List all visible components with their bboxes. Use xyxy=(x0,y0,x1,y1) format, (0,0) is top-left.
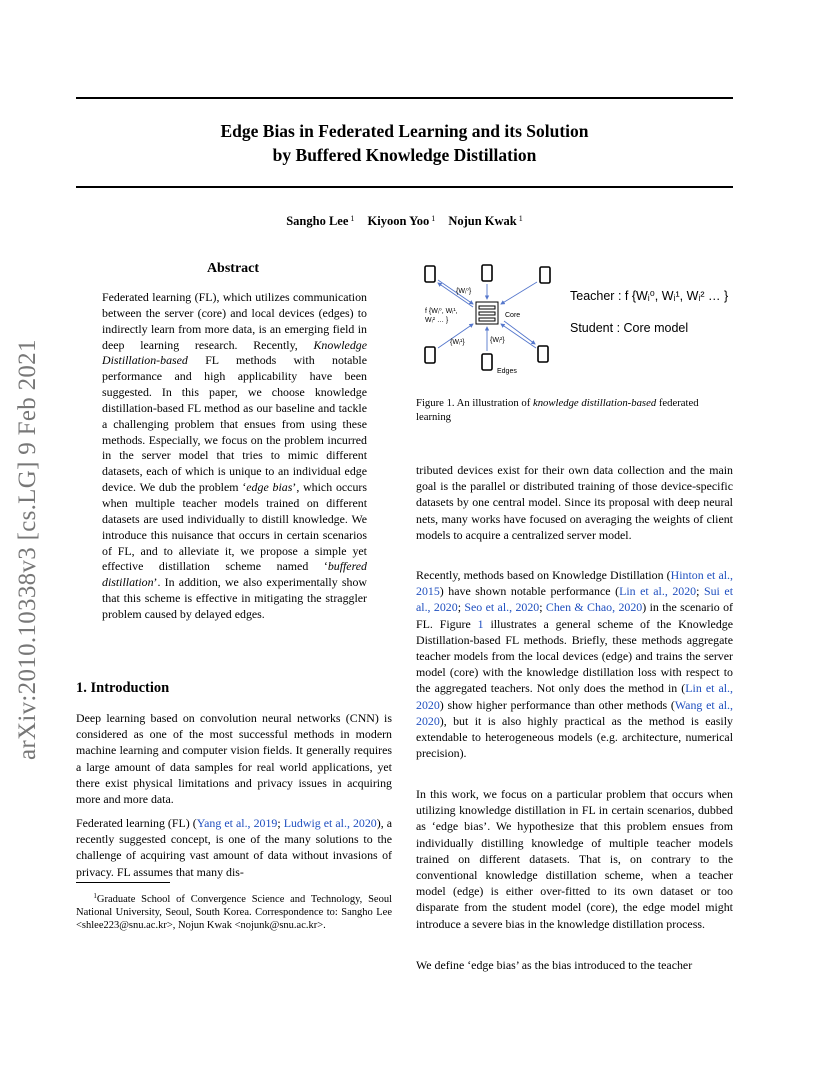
footnote-rule xyxy=(76,882,170,883)
arxiv-identifier: arXiv:2010.10338v3 [cs.LG] 9 Feb 2021 xyxy=(14,339,41,760)
abstract-text: FL methods with notable performance and high applicability have been suggested. In this paper, we choose knowledge distillation-based FL method as our baseline and tackle a challenging problem that ensues from using these methods. Especially, we focus on the problem incurred in the server model that tries to mimic different datasets, each of which is unique to an individual edge device. We dub the problem ‘ xyxy=(102,353,367,495)
teacher-label: Teacher : f {Wᵢ⁰, Wᵢ¹, Wᵢ² … } xyxy=(570,289,729,303)
paragraph-text: ; xyxy=(539,600,546,615)
affiliation-mark: 1 xyxy=(518,214,523,223)
paragraph-text: illustrates a general scheme of the Knowledge Distillation-based FL methods. Briefly, these methods aggregate teacher models from the local devices (edge) and trains the server model (core) with the knowledge distillation loss with respect to the aggregated teachers. Not only does the method in ( xyxy=(416,616,733,696)
caption-emphasis: knowledge distillation-based xyxy=(532,397,657,409)
section-heading-introduction: 1. Introduction xyxy=(76,680,170,696)
citation-link[interactable]: Lin et al., 2020 xyxy=(619,584,697,599)
paragraph-text: ) in the scenario of FL. Figure xyxy=(416,600,734,631)
affiliation-mark: 1 xyxy=(350,214,355,223)
paragraph-text: ; xyxy=(696,584,704,599)
title-line-1: Edge Bias in Federated Learning and its Solution xyxy=(220,121,589,141)
affiliation-mark: 1 xyxy=(431,214,436,223)
author-name: Sangho Lee xyxy=(286,214,349,228)
paragraph-text: ; xyxy=(277,816,284,830)
paragraph-text: ), but it is also highly practical as the method is easily extendable to heterogeneous models (e.g. architecture, numerical precision). xyxy=(416,713,733,761)
edge-device-icon xyxy=(482,265,492,281)
abstract-emphasis: buffered distillation xyxy=(102,559,367,590)
paper-title xyxy=(76,119,733,167)
citation-link[interactable]: Wang et al., 2020 xyxy=(416,697,733,728)
edge-device-icon xyxy=(425,347,435,363)
abstract-body xyxy=(102,290,367,623)
top-rule xyxy=(76,97,733,99)
citation-link[interactable]: Yang et al., 2019 xyxy=(196,816,278,830)
footnote-mark: 1 xyxy=(93,892,97,900)
paragraph-text: Federated learning (FL) ( xyxy=(76,816,197,830)
title-line-2: by Buffered Knowledge Distillation xyxy=(272,145,537,165)
author-list xyxy=(76,214,733,229)
right-paragraph-4: We define ‘edge bias’ as the bias introduced to the teacher xyxy=(416,958,693,972)
citation-link[interactable]: Sui et al., 2020 xyxy=(416,584,733,615)
abstract-heading: Abstract xyxy=(206,261,260,276)
edge-device-icon xyxy=(425,266,435,282)
student-label: Student : Core model xyxy=(570,321,689,335)
core-server-icon xyxy=(476,302,498,324)
aggregate-label-2: Wᵢ² … } xyxy=(425,317,449,324)
weights-label-top: {Wᵢ⁰} xyxy=(456,288,472,295)
caption-text: federated learning xyxy=(416,397,699,423)
intro-paragraph-2 xyxy=(76,815,392,880)
paragraph-text: ; xyxy=(457,600,465,615)
caption-text: An illustration of xyxy=(454,397,533,409)
intro-paragraph-1: Deep learning based on convolution neural networks (CNN) is considered as one of the most successful methods in modern machine learning and computer vision fields. It generally requires a large amount of data samples for real world applications, yet there exist physical limitations and privacy issues in acquiring more and more data. xyxy=(76,711,392,807)
citation-link[interactable]: Seo et al., 2020 xyxy=(464,600,540,615)
footnote-text: Graduate School of Convergence Science and Technology, Seoul National University, Seoul, South Korea. Correspondence to: Sangho Lee <shlee223@snu.ac.kr>, Nojun Kwak <nojunk@snu.ac.kr>. xyxy=(76,894,392,932)
weights-label-left: {Wᵢ¹} xyxy=(450,339,465,346)
edges-label: Edges xyxy=(497,368,517,375)
author-name: Nojun Kwak xyxy=(448,214,517,228)
abstract-emphasis: Knowledge Distillation-based xyxy=(102,337,367,368)
citation-link[interactable]: Hinton et al., 2015 xyxy=(416,568,733,599)
abstract-text: ’. In addition, we also experimentally show that this scheme is effective in mitigating the straggler problem caused by delayed edges. xyxy=(102,575,367,621)
citation-link[interactable]: Ludwig et al., 2020 xyxy=(283,816,377,830)
core-label: Core xyxy=(505,312,521,319)
paragraph-text: Recently, methods based on Knowledge Distillation ( xyxy=(416,568,671,582)
abstract-text: Federated learning (FL), which utilizes communication between the server (core) and local devices (edges) to indirectly learn from more data, is an emerging field in deep learning research. Recently, xyxy=(102,290,367,352)
figure-reference-link[interactable]: 1 xyxy=(477,616,484,631)
edge-device-icon xyxy=(540,267,550,283)
right-paragraph-2 xyxy=(416,567,733,761)
abstract-emphasis: edge bias xyxy=(246,480,293,495)
right-paragraph-1: tributed devices exist for their own data collection and the main goal is the parallel or distributed training of those device-specific datasets by one central model. Since its proposal with deep neural nets, many works have focused on averaging the weights of client models to acquire a centralized server model. xyxy=(416,463,733,542)
paragraph-text: ) show higher performance than other methods ( xyxy=(439,697,675,712)
footnote xyxy=(76,890,392,933)
edge-device-icon xyxy=(482,354,492,370)
title-bottom-rule xyxy=(76,186,733,188)
weights-label-bottom: {Wᵢ²} xyxy=(490,337,505,344)
right-paragraph-3: In this work, we focus on a particular problem that occurs when utilizing knowledge distillation in FL in certain scenarios, dubbed as ‘edge bias’. We hypothesize that this problem ensues from individually distilling knowledge of multiple teacher models trained on different datasets. That is, on contrary to the conventional knowledge distillation scheme, when a teacher model (edge) is either over-fitted to its own dataset or too disparate from the student model (core), the edge model might introduce a severe bias in the knowledge distillation process. xyxy=(416,787,733,931)
figure-1-caption xyxy=(416,396,733,424)
author-name: Kiyoon Yoo xyxy=(367,214,430,228)
paragraph-text: ) have shown notable performance ( xyxy=(439,584,620,599)
edge-device-icon xyxy=(538,346,548,362)
citation-link[interactable]: Lin et al., 2020 xyxy=(416,681,733,712)
paragraph-text: ), a recently suggested concept, is one of the many solutions to the challenge of acquiring vast amount of data without invasions of privacy. FL assumes that many dis- xyxy=(76,816,393,879)
abstract-text: ’, which occurs when multiple teacher models trained on different datasets are used individually to distill knowledge. We introduce this nuisance that occurs in certain scenarios of FL, and to alleviate it, we propose a simple yet effective distillation scheme named ‘ xyxy=(102,480,367,574)
aggregate-label-1: f {Wᵢ⁰, Wᵢ¹, xyxy=(425,308,458,315)
citation-link[interactable]: Chen & Chao, 2020 xyxy=(545,600,643,615)
caption-prefix: Figure 1. xyxy=(416,397,455,409)
